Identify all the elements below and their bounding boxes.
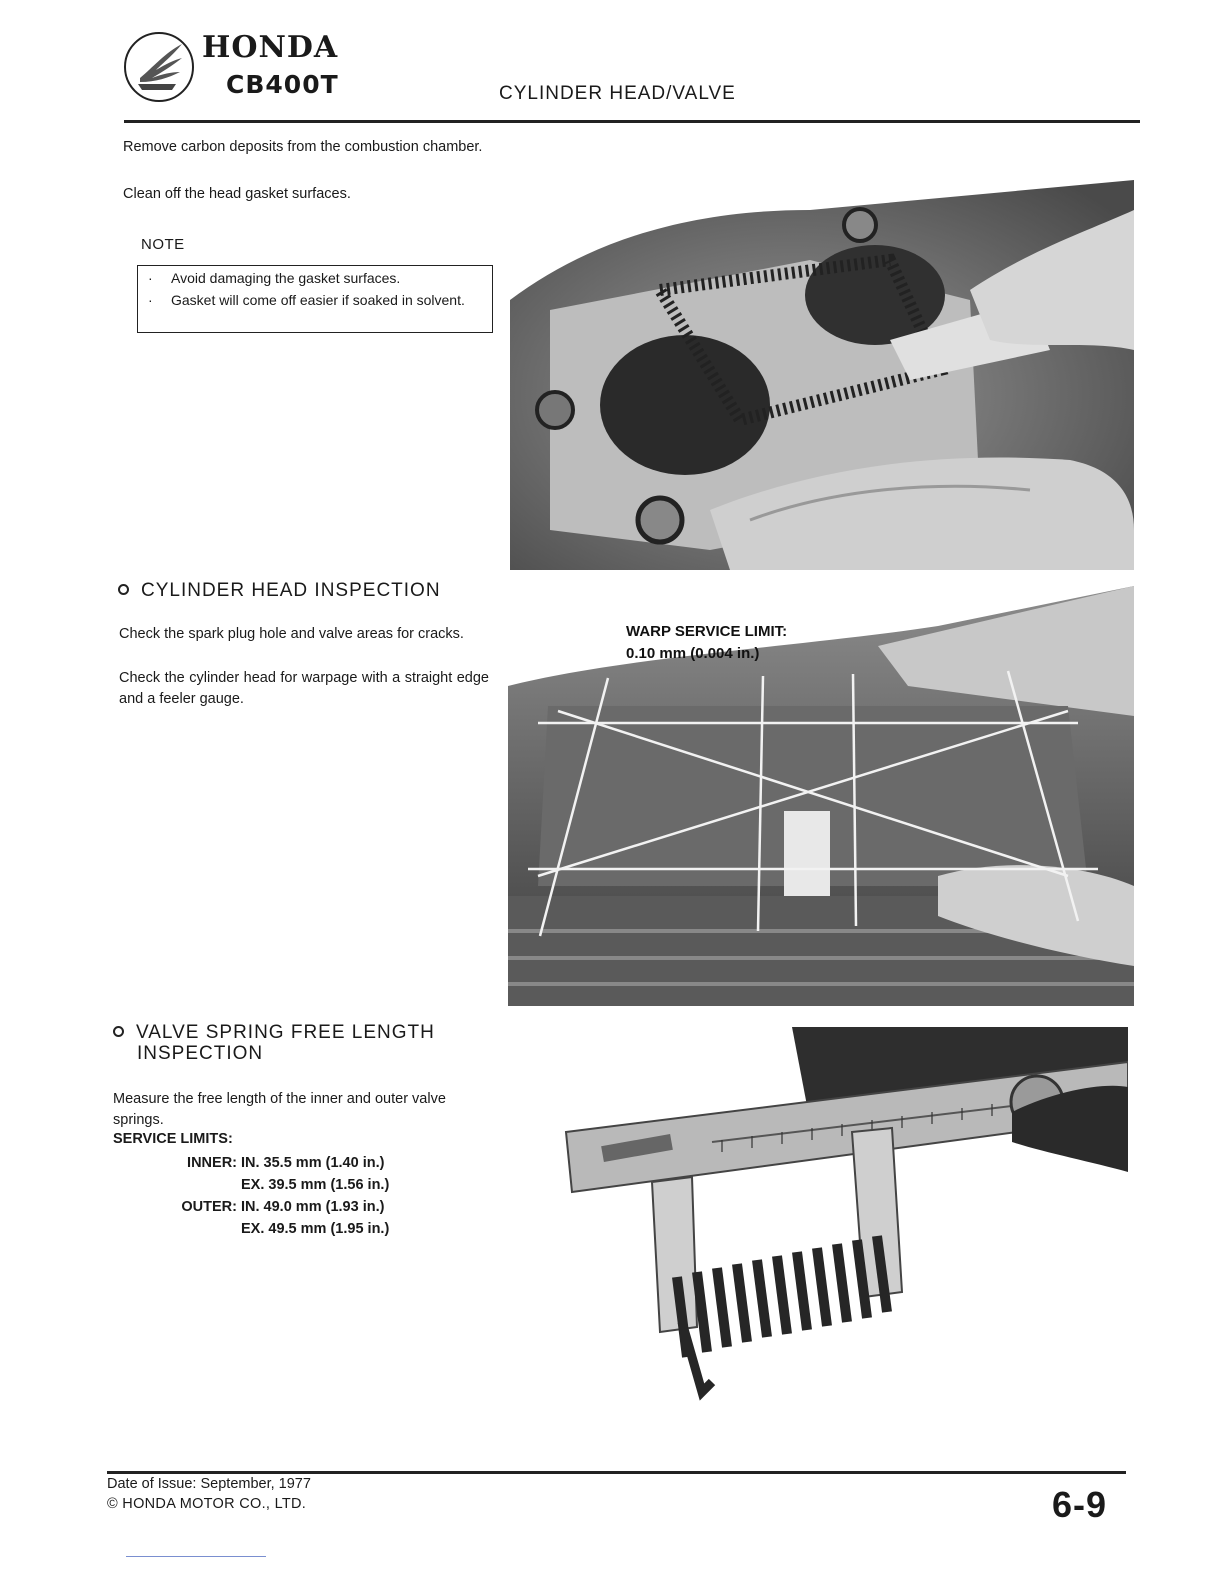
valve-spring-heading: VALVE SPRING FREE LENGTH [113,1022,435,1044]
header-divider [124,120,1140,123]
page-number: 6-9 [1052,1484,1108,1525]
model-name: CB400T [226,70,339,99]
warp-limit-label: WARP SERVICE LIMIT: 0.10 mm (0.004 in.) [626,623,788,662]
bullet-icon [118,584,129,595]
issue-date: Date of Issue: September, 1977 [107,1476,311,1492]
note-box [137,265,493,333]
clean-instruction: Clean off the head gasket surfaces. [123,186,351,202]
cylinder-inspection-heading: CYLINDER HEAD INSPECTION [118,580,441,602]
carbon-instruction: Remove carbon deposits from the combustion chamber. [123,139,483,155]
gasket-removal-photo [510,150,1134,570]
note-label: NOTE [141,236,185,253]
straight-edge-photo [508,586,1134,1006]
service-limits-label: SERVICE LIMITS: [113,1131,233,1147]
note-item: · Gasket will come off easier if soaked in solvent. [148,292,465,308]
crack-check-instruction: Check the spark plug hole and valve areas for cracks. [119,626,464,642]
brand-name: HONDA [202,30,339,65]
bullet-icon [113,1026,124,1037]
honda-wing-logo [122,30,196,104]
valve-spring-heading-continued: INSPECTION [137,1043,264,1064]
note-item: · Avoid damaging the gasket surfaces. [148,270,401,286]
warpage-check-instruction: Check the cylinder head for warpage with a straight edge and a feeler gauge. [119,670,489,707]
bottom-divider [126,1556,266,1557]
footer-divider [107,1471,1126,1474]
caliper-spring-photo [512,1022,1128,1402]
copyright: © HONDA MOTOR CO., LTD. [107,1496,307,1512]
measure-instruction: Measure the free length of the inner and outer valve springs. [113,1091,446,1128]
section-title: CYLINDER HEAD/VALVE [499,83,736,104]
